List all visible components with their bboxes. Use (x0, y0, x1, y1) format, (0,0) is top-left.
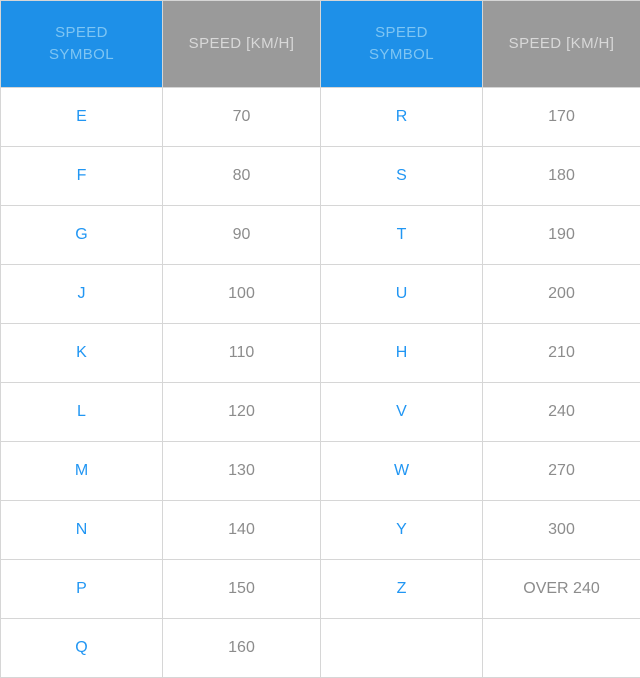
cell-speed-right: 190 (483, 206, 640, 265)
cell-symbol-left: N (1, 501, 163, 560)
table-row (1, 383, 640, 442)
cell-speed-left: 160 (163, 619, 321, 678)
cell-symbol-right: S (321, 147, 483, 206)
cell-speed-right: 170 (483, 88, 640, 147)
table-row (1, 147, 640, 206)
cell-speed-left: 70 (163, 88, 321, 147)
cell-speed-left: 100 (163, 265, 321, 324)
cell-symbol-left: J (1, 265, 163, 324)
cell-symbol-right: W (321, 442, 483, 501)
cell-symbol-left: E (1, 88, 163, 147)
table-row (1, 206, 640, 265)
table-row (1, 442, 640, 501)
table-row (1, 501, 640, 560)
table-body (1, 88, 640, 678)
cell-speed-left: 130 (163, 442, 321, 501)
header-row (1, 1, 640, 88)
cell-symbol-left: G (1, 206, 163, 265)
cell-speed-right: 270 (483, 442, 640, 501)
cell-speed-right: OVER 240 (483, 560, 640, 619)
cell-symbol-left: Q (1, 619, 163, 678)
table-row (1, 88, 640, 147)
table-row (1, 560, 640, 619)
cell-symbol-right: U (321, 265, 483, 324)
cell-symbol-left: P (1, 560, 163, 619)
cell-symbol-right: Y (321, 501, 483, 560)
table-header (1, 1, 640, 88)
cell-symbol-right: R (321, 88, 483, 147)
cell-speed-left: 110 (163, 324, 321, 383)
table-row (1, 324, 640, 383)
cell-symbol-right: Z (321, 560, 483, 619)
cell-symbol-right: V (321, 383, 483, 442)
cell-speed-left: 120 (163, 383, 321, 442)
cell-speed-left: 150 (163, 560, 321, 619)
cell-symbol-left: M (1, 442, 163, 501)
cell-speed-right: 180 (483, 147, 640, 206)
table-row (1, 619, 640, 678)
table-row (1, 265, 640, 324)
cell-symbol-right-empty (321, 619, 483, 678)
cell-speed-left: 140 (163, 501, 321, 560)
column-header-speed-symbol-right: SPEED SYMBOL (321, 1, 483, 88)
cell-speed-right: 240 (483, 383, 640, 442)
cell-symbol-left: L (1, 383, 163, 442)
cell-speed-right: 210 (483, 324, 640, 383)
cell-symbol-left: F (1, 147, 163, 206)
column-header-speed-symbol-left: SPEED SYMBOL (1, 1, 163, 88)
cell-speed-right: 200 (483, 265, 640, 324)
cell-speed-right-empty (483, 619, 640, 678)
cell-speed-right: 300 (483, 501, 640, 560)
cell-symbol-right: H (321, 324, 483, 383)
cell-speed-left: 90 (163, 206, 321, 265)
cell-speed-left: 80 (163, 147, 321, 206)
cell-symbol-right: T (321, 206, 483, 265)
column-header-speed-kmh-left: SPEED [KM/H] (163, 1, 321, 88)
column-header-speed-kmh-right: SPEED [KM/H] (483, 1, 640, 88)
cell-symbol-left: K (1, 324, 163, 383)
